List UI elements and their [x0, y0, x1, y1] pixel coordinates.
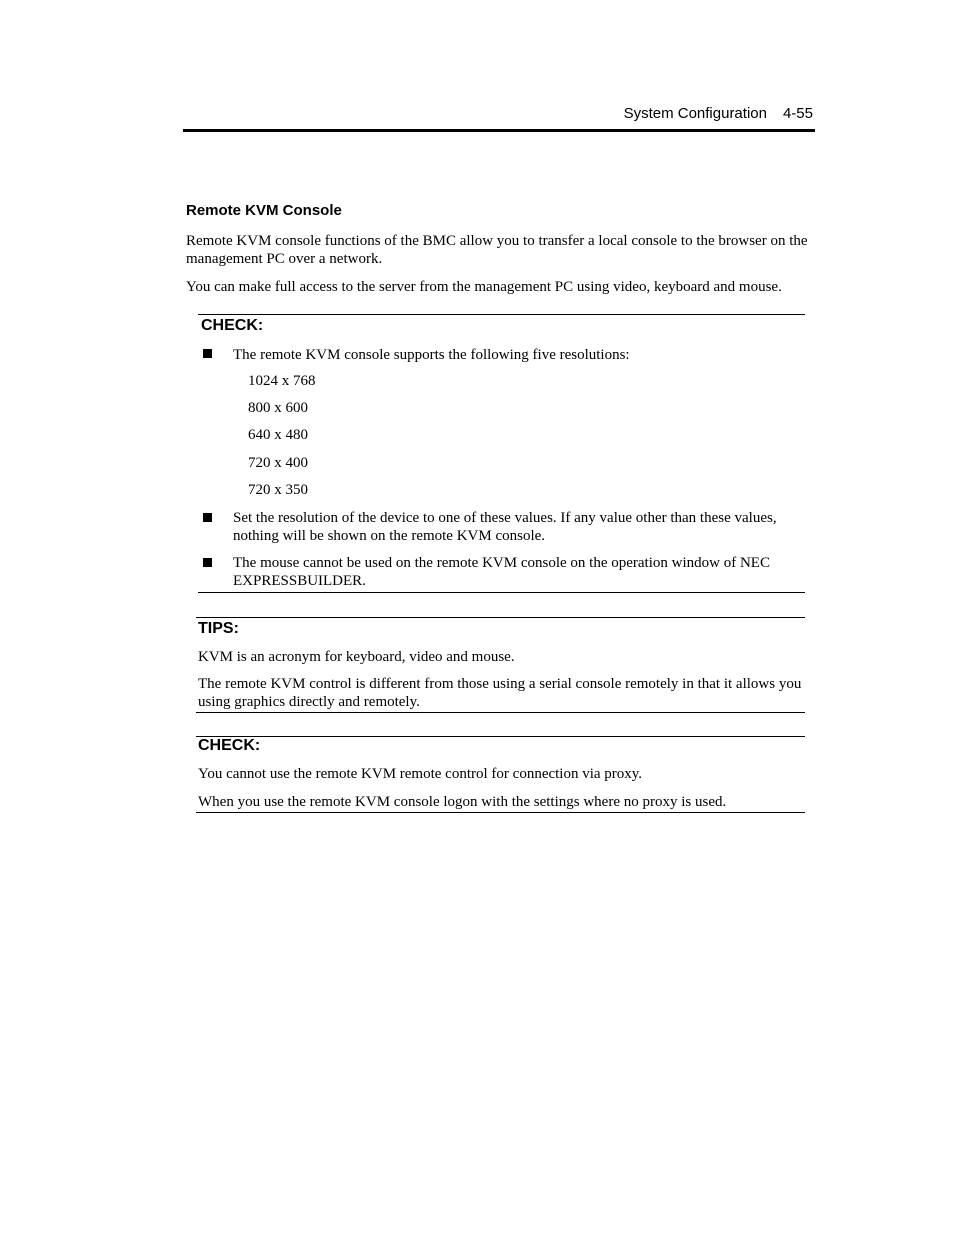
check1-bullet-3: The mouse cannot be used on the remote KVM console on the operation window of NEC EXPRESSBUILDER. [233, 555, 770, 589]
check1-bullet-1: The remote KVM console supports the following five resolutions: [233, 347, 630, 363]
running-header [183, 105, 813, 122]
resolution-item: 720 x 400 [248, 455, 308, 471]
header-section: System Configuration [623, 105, 767, 122]
page-number: 4-55 [782, 105, 813, 122]
bullet-square-icon [203, 513, 212, 522]
check-title-2: CHECK: [198, 737, 261, 754]
intro-paragraph-2: You can make full access to the server from the management PC using video, keyboard and mouse. [186, 279, 782, 295]
section-title: Remote KVM Console [186, 202, 342, 219]
check2-line-2: When you use the remote KVM console logon with the settings where no proxy is used. [198, 794, 727, 810]
resolution-item: 1024 x 768 [248, 373, 316, 389]
tips-title: TIPS: [198, 620, 239, 637]
tips-line-2: The remote KVM control is different from those using a serial console remotely in that it allows you using graphics directly and remotely. [198, 676, 802, 710]
check1-bullet-2: Set the resolution of the device to one of these values. If any value other than these values, nothing will be shown on the remote KVM console. [233, 510, 777, 544]
check2-line-1: You cannot use the remote KVM remote control for connection via proxy. [198, 766, 643, 782]
bullet-square-icon [203, 558, 212, 567]
resolution-item: 640 x 480 [248, 427, 308, 443]
check-title-1: CHECK: [201, 317, 264, 334]
intro-paragraph-1: Remote KVM console functions of the BMC allow you to transfer a local console to the browser on the management PC over a network. [186, 233, 808, 267]
tips-line-1: KVM is an acronym for keyboard, video and mouse. [198, 649, 515, 665]
resolution-item: 800 x 600 [248, 400, 308, 416]
bullet-square-icon [203, 349, 212, 358]
resolution-item: 720 x 350 [248, 482, 308, 498]
header-rule [183, 129, 815, 132]
